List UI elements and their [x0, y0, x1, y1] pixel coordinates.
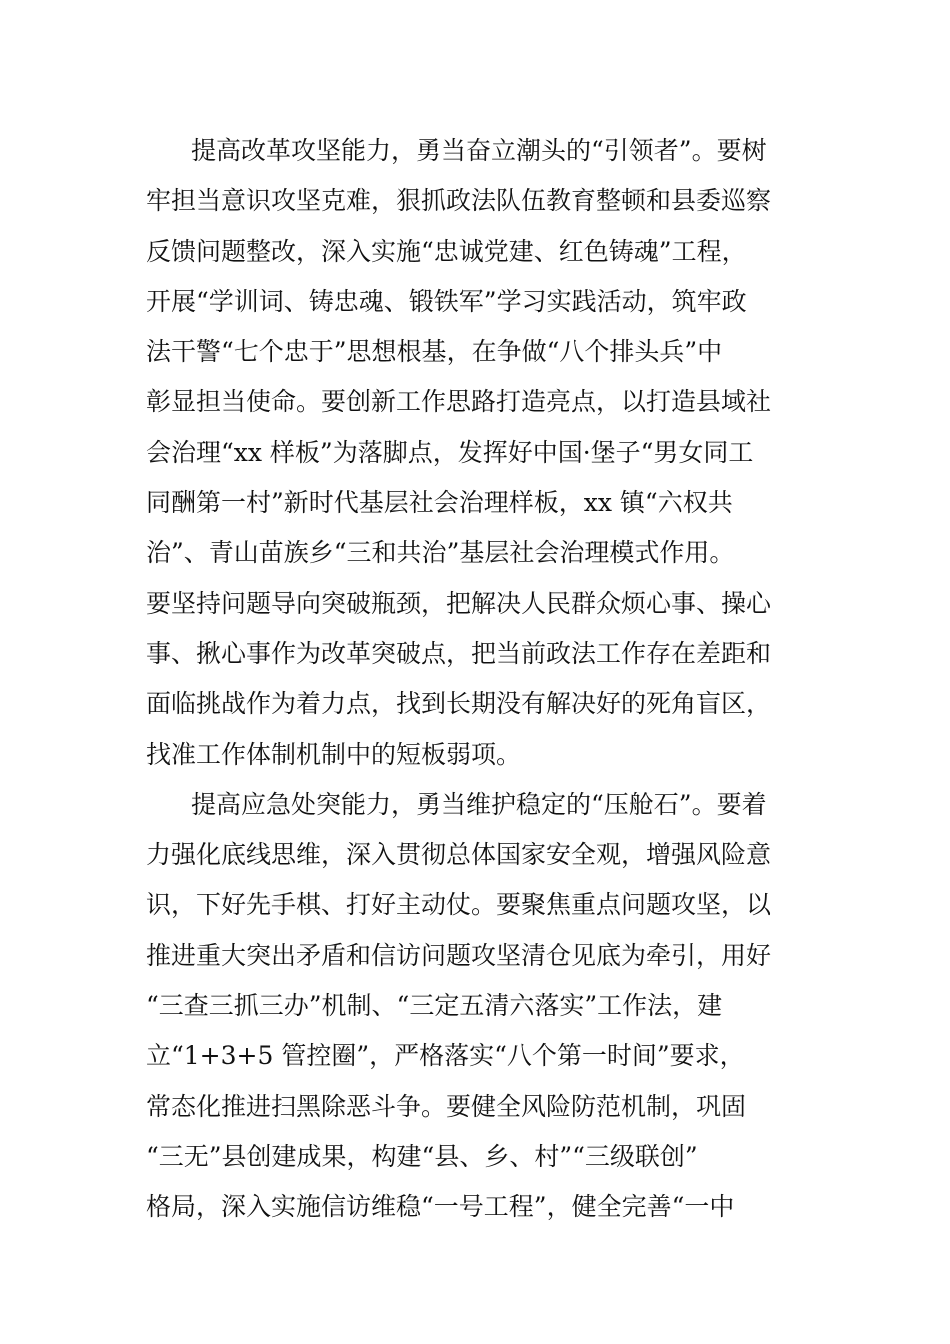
paragraph-line: 同酬第一村”新时代基层社会治理样板，xx 镇“六权共	[146, 488, 733, 518]
paragraph-line: 面临挑战作为着力点，找到长期没有解决好的死角盲区，	[146, 689, 772, 719]
paragraph-line: 提高改革攻坚能力，勇当奋立潮头的“引领者”。要树	[191, 136, 767, 165]
paragraph-line: 识，下好先手棋、打好主动仗。要聚焦重点问题攻坚，以	[146, 890, 772, 920]
paragraph-line: 牢担当意识攻坚克难，狠抓政法队伍教育整顿和县委巡察	[146, 186, 772, 216]
document-body	[146, 126, 816, 1233]
paragraph-line: “三查三抓三办”机制、“三定五清六落实”工作法，建	[146, 991, 723, 1021]
paragraph-line: 治”、青山苗族乡“三和共治”基层社会治理模式作用。	[146, 538, 735, 568]
paragraph-line: 反馈问题整改，深入实施“忠诚党建、红色铸魂”工程，	[146, 236, 747, 266]
paragraph-line: 推进重大突出矛盾和信访问题攻坚清仓见底为牵引，用好	[146, 940, 772, 970]
paragraph-line: “三无”县创建成果，构建“县、乡、村”“三级联创”	[146, 1141, 698, 1171]
paragraph-reform	[146, 126, 816, 780]
paragraph-line: 力强化底线思维，深入贯彻总体国家安全观，增强风险意	[146, 840, 772, 870]
paragraph-line: 会治理“xx 样板”为落脚点，发挥好中国·堡子“男女同工	[146, 437, 754, 467]
paragraph-line: 格局，深入实施信访维稳“一号工程”，健全完善“一中	[146, 1192, 735, 1222]
paragraph-line: 要坚持问题导向突破瓶颈，把解决人民群众烦心事、操心	[146, 588, 772, 618]
paragraph-line: 提高应急处突能力，勇当维护稳定的“压舱石”。要着	[191, 789, 767, 819]
paragraph-emergency	[146, 780, 816, 1233]
paragraph-line: 开展“学训词、铸忠魂、锻铁军”学习实践活动，筑牢政	[146, 286, 747, 316]
paragraph-line: 法干警“七个忠于”思想根基，在争做“八个排头兵”中	[146, 337, 723, 367]
paragraph-line: 常态化推进扫黑除恶斗争。要健全风险防范机制，巩固	[146, 1091, 747, 1121]
paragraph-line: 找准工作体制机制中的短板弱项。	[146, 739, 522, 769]
paragraph-line: 立“1+3+5 管控圈”，严格落实“八个第一时间”要求，	[146, 1041, 745, 1071]
paragraph-line: 事、揪心事作为改革突破点，把当前政法工作存在差距和	[146, 638, 772, 668]
paragraph-line: 彰显担当使命。要创新工作思路打造亮点，以打造县域社	[146, 387, 772, 417]
